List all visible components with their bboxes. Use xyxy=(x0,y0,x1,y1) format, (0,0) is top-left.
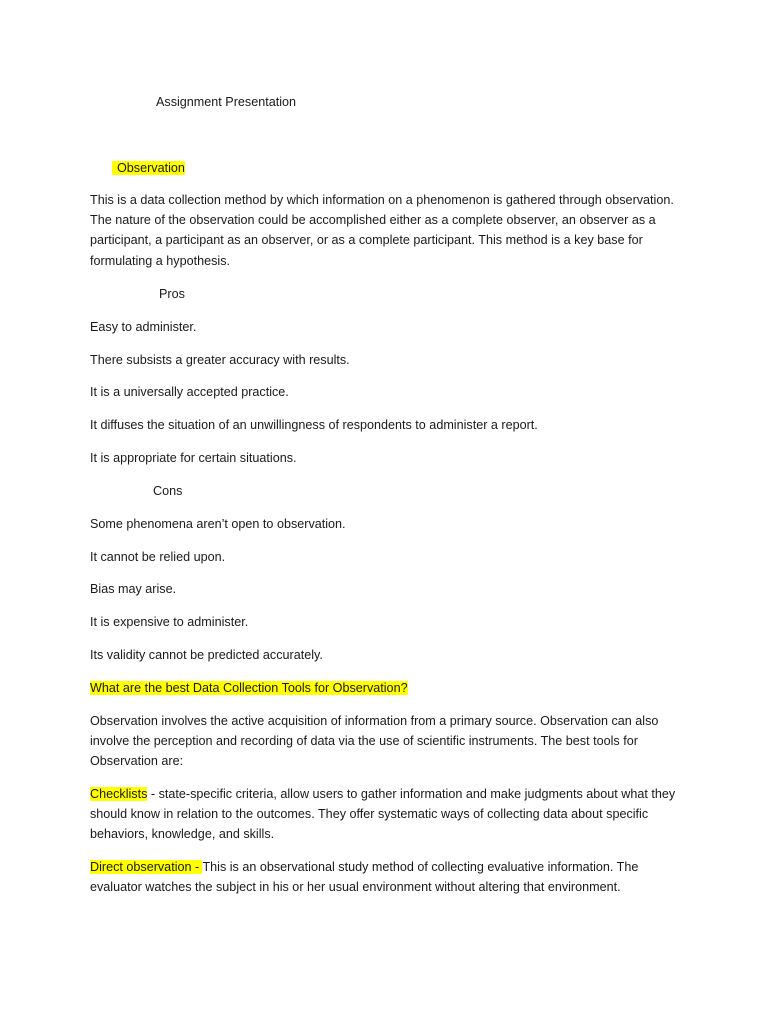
tools-question: What are the best Data Collection Tools for Observation? xyxy=(90,681,408,695)
cons-item: It cannot be relied upon. xyxy=(90,550,226,564)
pros-item: It diffuses the situation of an unwillingness of respondents to administer a report. xyxy=(90,418,538,432)
cons-item: Its validity cannot be predicted accurately. xyxy=(90,648,323,662)
pros-item: Easy to administer. xyxy=(90,320,197,334)
cons-item: Some phenomena aren’t open to observation. xyxy=(90,517,346,531)
pros-item: It is appropriate for certain situations. xyxy=(90,451,297,465)
tools-question-wrap xyxy=(90,678,408,698)
pros-item: It is a universally accepted practice. xyxy=(90,385,289,399)
direct-observation-text: This is an observational study method of collecting evaluative information. The evaluator watches the subject in his or her usual environment without altering that environment. xyxy=(90,860,639,895)
pros-item: There subsists a greater accuracy with results. xyxy=(90,353,350,367)
direct-observation-term: Direct observation - xyxy=(90,860,203,874)
checklists-term: Checklists xyxy=(90,787,148,801)
cons-heading: Cons xyxy=(153,484,183,498)
intro-paragraph: This is a data collection method by which information on a phenomenon is gathered through observation. The nature of the observation could be accomplished either as a complete observer, an observer as a participant, a participant as an observer, or as a complete participant. This method is a key base for formulating a hypothesis. xyxy=(90,193,674,268)
cons-item: It is expensive to administer. xyxy=(90,615,249,629)
observation-heading-wrap xyxy=(112,158,185,178)
checklists-text: - state-specific criteria, allow users to gather information and make judgments about what they should know in relation to the outcomes. They offer systematic ways of collecting data about specific behaviors, knowledge, and skills. xyxy=(90,787,676,842)
direct-observation-paragraph xyxy=(90,857,690,897)
pros-heading: Pros xyxy=(159,287,185,301)
document-title: Assignment Presentation xyxy=(156,95,297,109)
observation-heading: Observation xyxy=(112,161,185,175)
checklists-paragraph xyxy=(90,784,690,845)
cons-item: Bias may arise. xyxy=(90,582,177,596)
tools-paragraph: Observation involves the active acquisition of information from a primary source. Observation can also involve the perception and recording of data via the use of scientific instruments. The best tools for Observation are: xyxy=(90,714,659,769)
